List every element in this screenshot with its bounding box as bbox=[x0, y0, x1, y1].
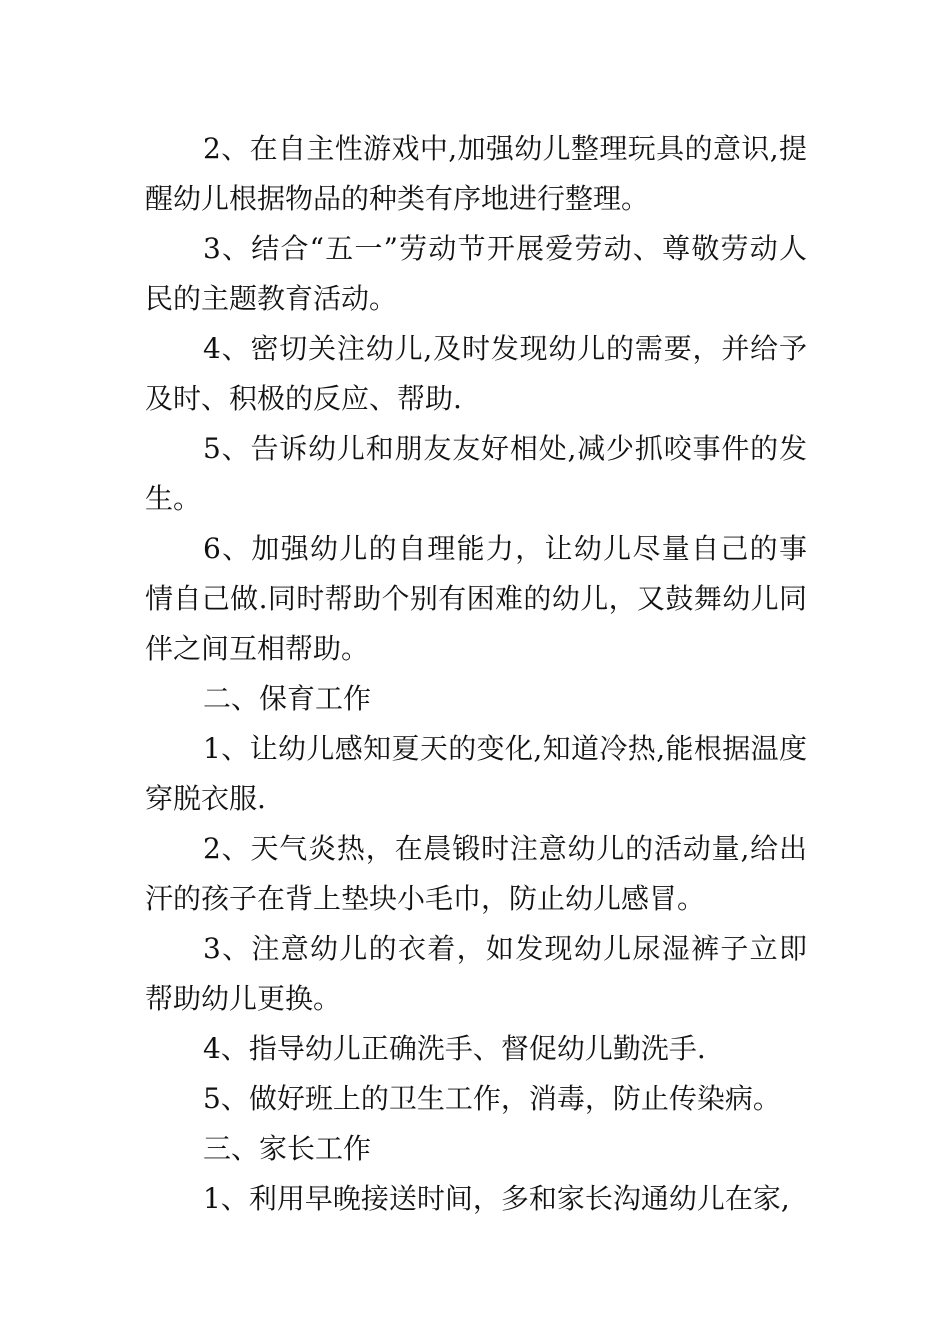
paragraph-hot-weather-exercise: 2、天气炎热，在晨锻时注意幼儿的活动量,给出汗的孩子在背上垫块小毛巾，防止幼儿感冒。 bbox=[145, 832, 807, 915]
paragraph-summer-clothing: 1、让幼儿感知夏天的变化,知道冷热,能根据温度穿脱衣服. bbox=[145, 732, 807, 815]
paragraph-parent-communication: 1、利用早晚接送时间，多和家长沟通幼儿在家, bbox=[203, 1182, 790, 1215]
paragraph-labor-day-education: 3、结合“五一”劳动节开展爱劳动、尊敬劳动人民的主题教育活动。 bbox=[145, 232, 807, 315]
paragraph-get-along: 5、告诉幼儿和朋友友好相处,减少抓咬事件的发生。 bbox=[145, 432, 807, 515]
paragraph-hand-washing: 4、指导幼儿正确洗手、督促幼儿勤洗手. bbox=[203, 1032, 706, 1065]
section-heading-care-work: 二、保育工作 bbox=[203, 682, 372, 715]
paragraph-play-tidy-toys: 2、在自主性游戏中,加强幼儿整理玩具的意识,提醒幼儿根据物品的种类有序地进行整理。 bbox=[145, 132, 807, 215]
paragraph-attend-needs: 4、密切关注幼儿,及时发现幼儿的需要，并给予及时、积极的反应、帮助. bbox=[145, 332, 807, 415]
paragraph-self-care: 6、加强幼儿的自理能力，让幼儿尽量自己的事情自己做.同时帮助个别有困难的幼儿，又鼓舞幼儿同伴之间互相帮助。 bbox=[145, 532, 807, 665]
paragraph-clothing-change: 3、注意幼儿的衣着，如发现幼儿尿湿裤子立即帮助幼儿更换。 bbox=[145, 932, 807, 1015]
document-body bbox=[145, 124, 807, 1224]
paragraph-hygiene: 5、做好班上的卫生工作，消毒，防止传染病。 bbox=[203, 1082, 781, 1115]
section-heading-parent-work: 三、家长工作 bbox=[203, 1132, 372, 1165]
